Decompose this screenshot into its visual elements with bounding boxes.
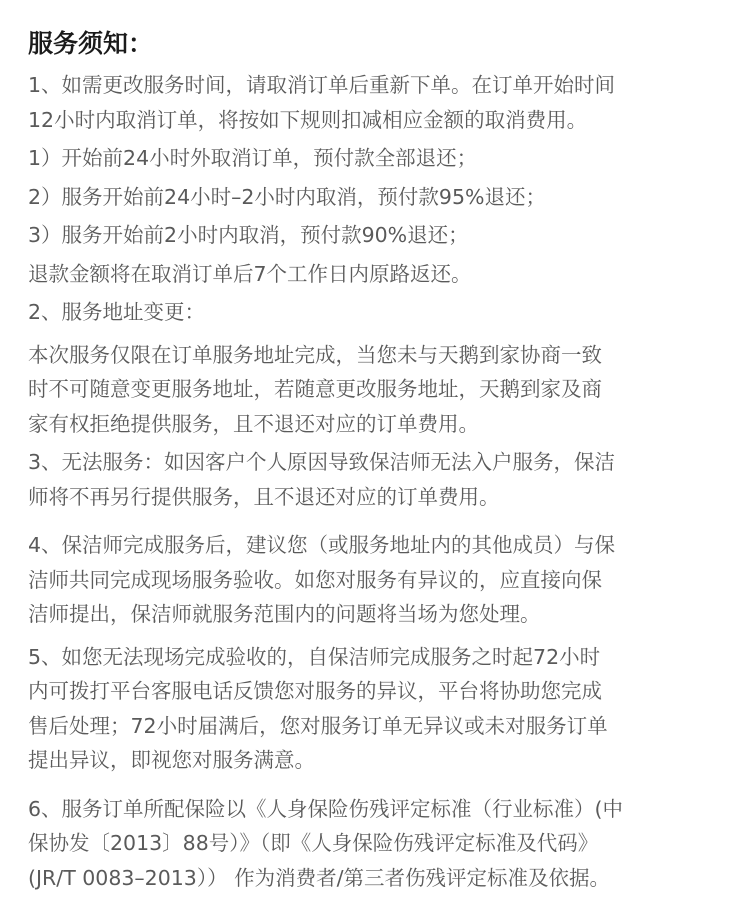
notice-line: 退款金额将在取消订单后7个工作日内原路返还。 bbox=[28, 261, 472, 286]
notice-line: 家有权拒绝提供服务，且不退还对应的订单费用。 bbox=[28, 411, 479, 436]
notice-line: 1）开始前24小时外取消订单，预付款全部退还； bbox=[28, 146, 478, 170]
notice-line: 师将不再另行提供服务，且不退还对应的订单费用。 bbox=[28, 484, 500, 509]
service-notice bbox=[28, 26, 728, 895]
notice-line: 时不可随意变更服务地址，若随意更改服务地址，天鹅到家及商 bbox=[28, 377, 602, 401]
notice-line: 2、服务地址变更： bbox=[28, 300, 206, 324]
notice-line: 3、无法服务：如因客户个人原因导致保洁师无法入户服务，保洁 bbox=[28, 450, 616, 474]
notice-line: 2）服务开始前24小时–2小时内取消，预付款95%退还； bbox=[28, 184, 546, 209]
notice-line: 洁师提出，保洁师就服务范围内的问题将当场为您处理。 bbox=[28, 602, 541, 626]
notice-line: 12小时内取消订单，将按如下规则扣减相应金额的取消费用。 bbox=[28, 107, 588, 132]
notice-line: 4、保洁师完成服务后，建议您（或服务地址内的其他成员）与保 bbox=[28, 533, 616, 557]
notice-line: 3）服务开始前2小时内取消，预付款90%退还； bbox=[28, 223, 469, 247]
notice-line: 5、如您无法现场完成验收的，自保洁师完成服务之时起72小时 bbox=[28, 644, 601, 669]
notice-line: 1、如需更改服务时间，请取消订单后重新下单。在订单开始时间 bbox=[28, 73, 616, 97]
notice-line: 洁师共同完成现场服务验收。如您对服务有异议的，应直接向保 bbox=[28, 567, 602, 592]
notice-title: 服务须知： bbox=[28, 29, 154, 58]
notice-line: 6、服务订单所配保险以《人身保险伤残评定标准（行业标准）(中 bbox=[28, 796, 624, 821]
notice-line: 本次服务仅限在订单服务地址完成，当您未与天鹅到家协商一致 bbox=[28, 342, 602, 367]
notice-line: 保协发〔2013〕88号）》（即《人身保险伤残评定标准及代码》 bbox=[28, 831, 599, 855]
notice-line: 售后处理；72小时届满后，您对服务订单无异议或未对服务订单 bbox=[28, 713, 608, 738]
notice-line: (JR/T 0083–2013）） 作为消费者/第三者伤残评定标准及依据。 bbox=[28, 865, 610, 890]
notice-line: 内可拨打平台客服电话反馈您对服务的异议，平台将协助您完成 bbox=[28, 679, 602, 703]
notice-line: 提出异议，即视您对服务满意。 bbox=[28, 748, 315, 772]
